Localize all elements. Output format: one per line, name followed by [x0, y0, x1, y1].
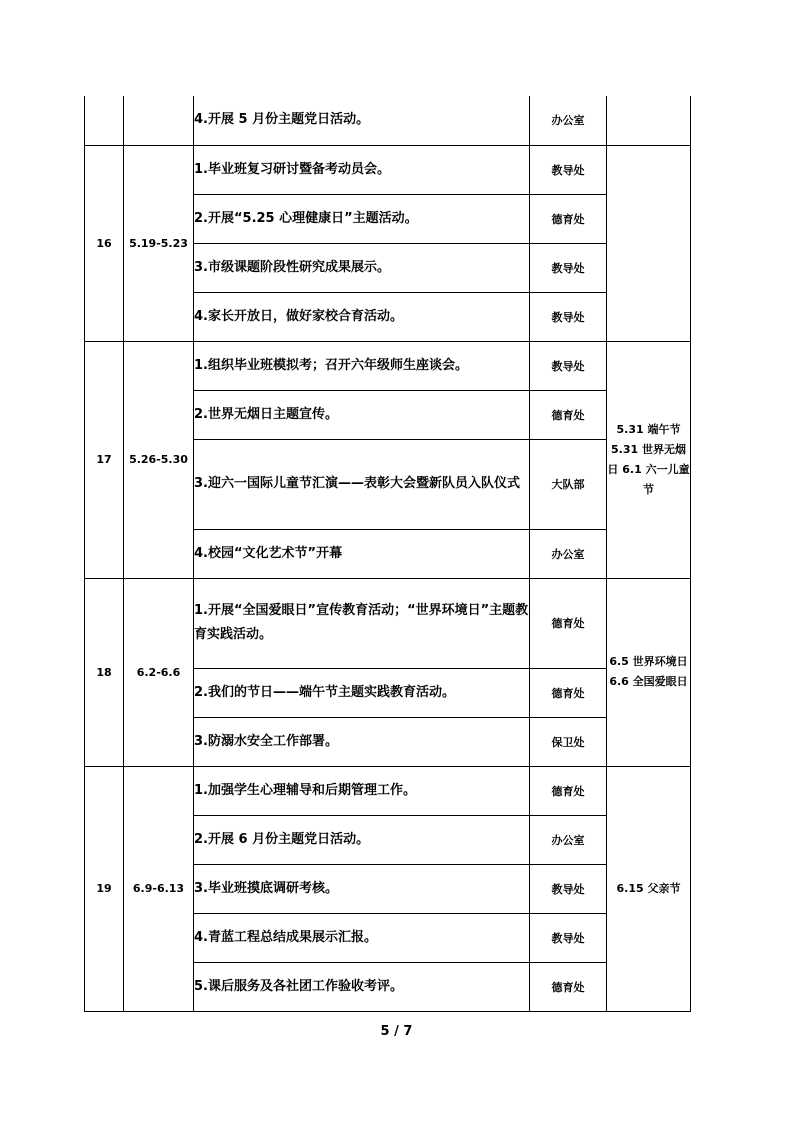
page-number: 5 / 7 — [380, 1024, 413, 1039]
dept-cell: 教导处 — [530, 913, 607, 962]
dept-cell: 大队部 — [530, 439, 607, 529]
festival-cell: 6.15 父亲节 — [607, 766, 691, 1011]
date-range: 5.19-5.23 — [124, 145, 194, 341]
task-cell: 3.市级课题阶段性研究成果展示。 — [194, 243, 530, 292]
dept-cell: 德育处 — [530, 766, 607, 815]
dept-cell: 保卫处 — [530, 717, 607, 766]
schedule-table — [84, 96, 691, 1012]
dept-cell: 教导处 — [530, 243, 607, 292]
task-cell: 3.毕业班摸底调研考核。 — [194, 864, 530, 913]
dept-cell: 办公室 — [530, 529, 607, 578]
dept-cell: 教导处 — [530, 864, 607, 913]
dept-cell: 德育处 — [530, 578, 607, 668]
date-range: 6.2-6.6 — [124, 578, 194, 766]
festival-cell: 5.31 端午节 5.31 世界无烟日 6.1 六一儿童节 — [607, 341, 691, 578]
task-cell: 3.防溺水安全工作部署。 — [194, 717, 530, 766]
table-row — [85, 341, 691, 390]
festival-cell — [607, 96, 691, 145]
task-cell: 1.毕业班复习研讨暨备考动员会。 — [194, 145, 530, 194]
task-cell: 3.迎六一国际儿童节汇演——表彰大会暨新队员入队仪式 — [194, 439, 530, 529]
task-cell: 1.加强学生心理辅导和后期管理工作。 — [194, 766, 530, 815]
table-row — [85, 766, 691, 815]
task-cell: 5.课后服务及各社团工作验收考评。 — [194, 962, 530, 1011]
task-cell: 2.开展“5.25 心理健康日”主题活动。 — [194, 194, 530, 243]
task-cell: 2.开展 6 月份主题党日活动。 — [194, 815, 530, 864]
task-cell: 2.我们的节日——端午节主题实践教育活动。 — [194, 668, 530, 717]
dept-cell: 德育处 — [530, 390, 607, 439]
week-cell — [85, 96, 124, 145]
week-number: 16 — [85, 145, 124, 341]
task-cell: 1.组织毕业班模拟考；召开六年级师生座谈会。 — [194, 341, 530, 390]
date-cell — [124, 96, 194, 145]
festival-cell: 6.5 世界环境日 6.6 全国爱眼日 — [607, 578, 691, 766]
table-row — [85, 145, 691, 194]
dept-cell: 教导处 — [530, 341, 607, 390]
dept-cell: 德育处 — [530, 962, 607, 1011]
dept-cell: 教导处 — [530, 292, 607, 341]
week-number: 18 — [85, 578, 124, 766]
date-range: 6.9-6.13 — [124, 766, 194, 1011]
dept-cell: 教导处 — [530, 145, 607, 194]
table-row — [85, 578, 691, 668]
festival-cell — [607, 145, 691, 341]
week-number: 17 — [85, 341, 124, 578]
task-cell: 4.校园“文化艺术节”开幕 — [194, 529, 530, 578]
task-cell: 1.开展“全国爱眼日”宣传教育活动；“世界环境日”主题教育实践活动。 — [194, 578, 530, 668]
date-range: 5.26-5.30 — [124, 341, 194, 578]
task-cell: 4.家长开放日，做好家校合育活动。 — [194, 292, 530, 341]
table-row — [85, 96, 691, 145]
dept-cell: 德育处 — [530, 194, 607, 243]
task-cell: 4.青蓝工程总结成果展示汇报。 — [194, 913, 530, 962]
dept-cell: 德育处 — [530, 668, 607, 717]
week-number: 19 — [85, 766, 124, 1011]
dept-cell: 办公室 — [530, 815, 607, 864]
task-cell: 2.世界无烟日主题宣传。 — [194, 390, 530, 439]
task-cell: 4.开展 5 月份主题党日活动。 — [194, 96, 530, 145]
dept-cell: 办公室 — [530, 96, 607, 145]
